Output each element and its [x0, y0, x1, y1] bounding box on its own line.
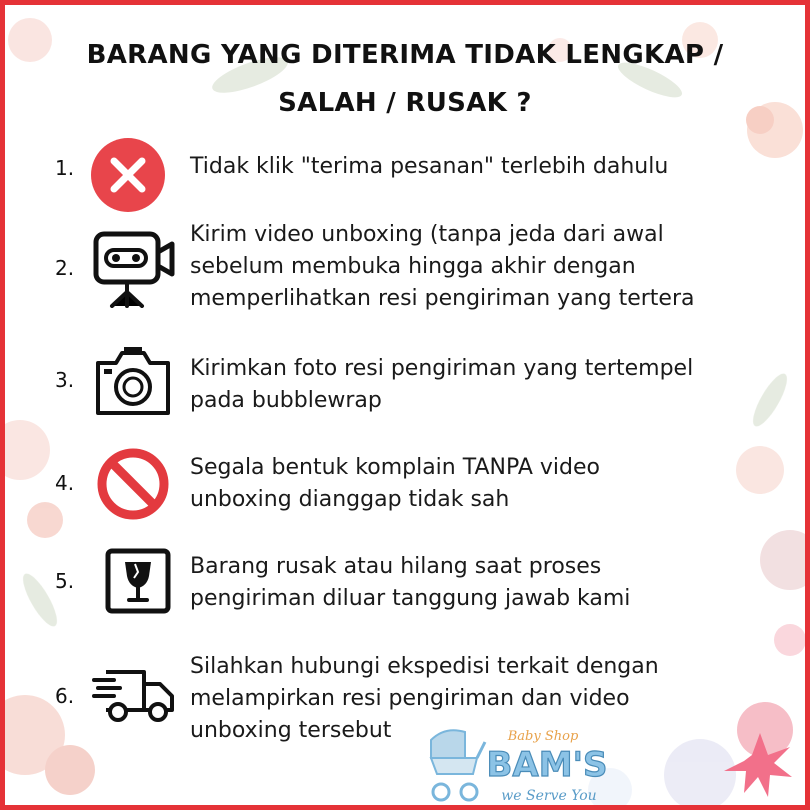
- item-text-1: Tidak klik "terima pesanan" terlebih dahulu: [190, 154, 669, 179]
- logo-tagline-text: we Serve You: [501, 788, 597, 804]
- item-text-4: Segala bentuk komplain TANPA video unboxing dianggap tidak sah: [190, 455, 600, 512]
- item-number-3: 3.: [55, 368, 75, 392]
- camera-icon: [94, 345, 172, 417]
- item-text-5: Barang rusak atau hilang saat proses pengiriman diluar tanggung jawab kami: [190, 554, 631, 611]
- delivery-truck-icon: [92, 666, 176, 724]
- fragile-glass-icon: [105, 548, 171, 614]
- item-number-4: 4.: [55, 471, 75, 495]
- item-number-6: 6.: [55, 684, 75, 708]
- logo-name-text: BAM'S: [486, 745, 608, 785]
- item-number-5: 5.: [55, 569, 75, 593]
- item-number-1: 1.: [55, 156, 75, 180]
- item-text-3: Kirimkan foto resi pengiriman yang tertempel pada bubblewrap: [190, 356, 694, 413]
- item-text-2: Kirim video unboxing (tanpa jeda dari awal sebelum membuka hingga akhir dengan memperlihatkan resi pengiriman yang tertera: [190, 222, 695, 311]
- page-title-line-2: SALAH / RUSAK ?: [278, 88, 532, 118]
- item-text-6: Silahkan hubungi ekspedisi terkait dengan melampirkan resi pengiriman dan video unboxing tersebut: [190, 654, 659, 743]
- logo-top-text: Baby Shop: [507, 729, 579, 744]
- page-title-line-1: BARANG YANG DITERIMA TIDAK LENGKAP /: [86, 40, 724, 70]
- item-number-2: 2.: [55, 256, 75, 280]
- stroller-icon: [431, 730, 485, 800]
- x-circle-icon: [90, 137, 166, 213]
- bams-baby-shop-logo: [425, 718, 615, 808]
- video-camera-icon: [92, 230, 178, 308]
- prohibited-icon: [96, 447, 170, 521]
